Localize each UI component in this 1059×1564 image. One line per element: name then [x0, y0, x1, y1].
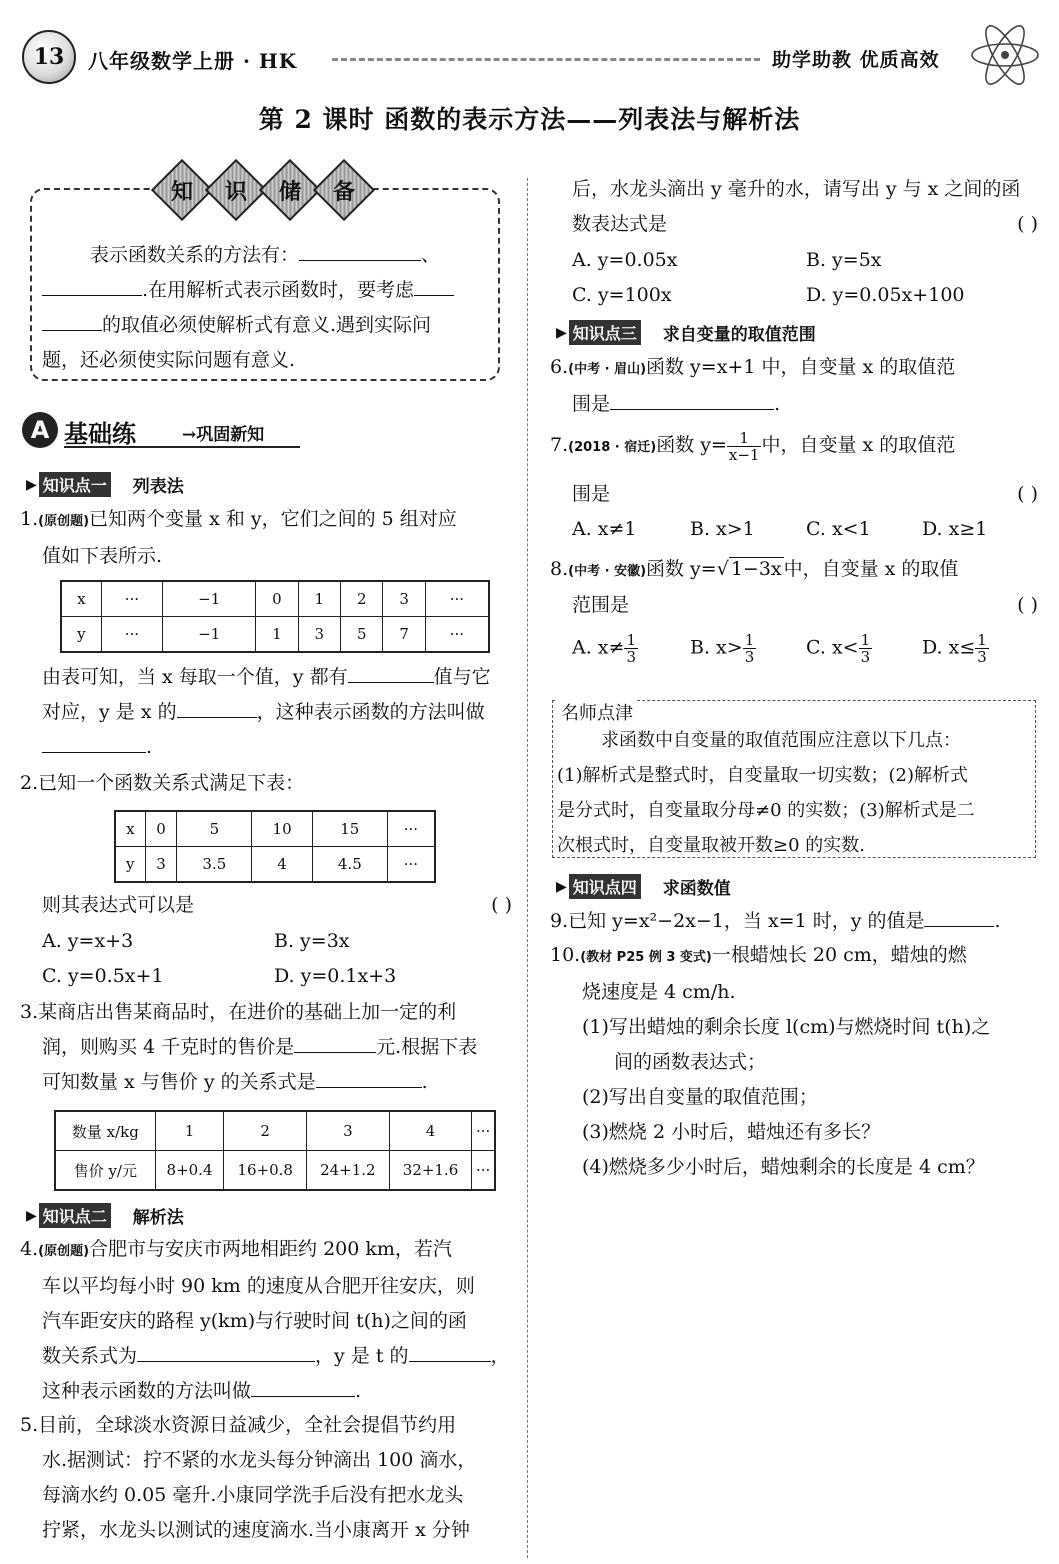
q5-option-a: A. y=0.05x — [572, 249, 678, 271]
q2-option-d: D. y=0.1x+3 — [274, 965, 397, 987]
knowledge-text: 表示函数关系的方法有： 、 .在用解析式表示函数时，要考虑 的取值必须使解析式有意义.遇到实际问 题，还必须使实际问题有意义. — [42, 238, 492, 378]
q2-option-b: B. y=3x — [274, 930, 350, 952]
question-2-ask: 则其表达式可以是 ( ) — [42, 894, 512, 916]
question-4: 4.(原创题)合肥市与安庆市两地相距约 200 km，若汽 车以平均每小时 90 km 的速度从合肥开往安庆，则 汽车距安庆的路程 y(km)与行驶时间 t(h)之间的函 数关系式为 ，y 是 t 的 ， 这种表示函数的方法叫做 . — [20, 1238, 510, 1402]
question-7: 7.(2018 · 宿迁)函数 y= $\frac{1}{x-1}$ 中，自变量 x 的取值范 — [550, 428, 956, 464]
q5-option-d: D. y=0.05x+100 — [806, 284, 965, 306]
question-5: 5.目前，全球淡水资源日益减少，全社会提倡节约用 水.据测试：拧不紧的水龙头每分钟滴出 100 滴水， 每滴水约 0.05 毫升.小康同学洗手后没有把水龙头 拧紧，水龙头以测试的速度滴水.当小康离开 x 分钟 — [20, 1414, 477, 1541]
q3-table: 数量 x/kg 1 2 3 4 ··· 售价 y/元 8+0.4 16+0.8 24+1.2 32+1.6 ··· — [54, 1110, 496, 1191]
question-9: 9.已知 y=x²−2x−1，当 x=1 时，y 的值是 . — [550, 904, 1001, 939]
q2-option-c: C. y=0.5x+1 — [42, 965, 164, 987]
q2-option-a: A. y=x+3 — [42, 930, 134, 952]
knowledge-point-2: ▶ 知识点二 解析法 — [26, 1203, 184, 1228]
q1-table: x ··· −1 0 1 2 3 ··· y ··· −1 1 3 5 7 ··· — [60, 580, 490, 653]
knowledge-point-4: ▶ 知识点四 求函数值 — [556, 874, 731, 899]
q2-table: x 0 5 10 15 ··· y 3 3.5 4 4.5 ··· — [114, 810, 436, 883]
question-1: 1.(原创题)已知两个变量 x 和 y，它们之间的 5 组对应 值如下表所示. — [20, 508, 457, 567]
teacher-tip-title: 名师点津 — [557, 699, 637, 725]
badge-char: 识 — [224, 178, 247, 205]
knowledge-point-3: ▶ 知识点三 求自变量的取值范围 — [556, 320, 816, 345]
q7-option-d: D. x≥1 — [922, 518, 988, 540]
q8-option-a: A. x≠ $\frac{1}{3}$ — [572, 631, 636, 666]
question-8: 8.(中考 · 安徽)函数 y=√ 1−3x 中，自变量 x 的取值 — [550, 558, 959, 580]
question-3: 3.某商店出售某商品时，在进价的基础上加一定的利 润，则购买 4 千克时的售价是 元.根据下表 可知数量 x 与售价 y 的关系式是 . — [20, 1001, 478, 1093]
q8-option-d: D. x≤ $\frac{1}{3}$ — [922, 631, 987, 666]
question-6: 6.(中考 · 眉山)函数 y=x+1 中，自变量 x 的取值范 围是 . — [550, 356, 956, 415]
q8-option-c: C. x< $\frac{1}{3}$ — [806, 631, 871, 666]
q7-option-c: C. x<1 — [806, 518, 871, 540]
q5-option-b: B. y=5x — [806, 249, 882, 271]
question-10: 10.(教材 P25 例 3 变式)一根蜡烛长 20 cm，蜡烛的燃 烧速度是 4 cm/h. (1)写出蜡烛的剩余长度 l(cm)与燃烧时间 t(h)之 间的函数表达式； (2)写出自变量的取值范围； (3)燃烧 2 小时后，蜡烛还有多长？ (4)燃烧多少小时后，蜡烛剩余的长度是 4 cm？ — [550, 944, 991, 1178]
question-1-fill: 由表可知，当 x 每取一个值，y 都有 值与它 对应，y 是 x 的 ，这种表示函数的方法叫做 . — [42, 660, 512, 765]
question-5-cont: 后，水龙头滴出 y 毫升的水，请写出 y 与 x 之间的函 数表达式是 ( ) — [572, 178, 1038, 235]
page-number: 13 — [22, 30, 76, 84]
page-title: 第 2 课时 函数的表示方法——列表法与解析法 — [258, 105, 801, 134]
badge-char: 知 — [170, 178, 193, 205]
badge-char: 储 — [278, 178, 301, 205]
atom-icon — [968, 24, 1042, 86]
badge-char: 备 — [332, 178, 355, 205]
q7-option-a: A. x≠1 — [572, 518, 637, 540]
q5-option-c: C. y=100x — [572, 284, 672, 306]
header-slogan: 助学助教 优质高效 — [772, 49, 940, 71]
question-8-ask: 范围是 ( ) — [572, 594, 1038, 616]
column-divider — [527, 178, 528, 1558]
book-title: 八年级数学上册 · HK — [88, 49, 298, 73]
q7-option-b: B. x>1 — [690, 518, 755, 540]
question-7-ask: 围是 ( ) — [572, 483, 1038, 505]
q8-option-b: B. x> $\frac{1}{3}$ — [690, 631, 755, 666]
question-2: 2.已知一个函数关系式满足下表： — [20, 772, 305, 794]
teacher-tip-box: 名师点津 求函数中自变量的取值范围应注意以下几点： (1)解析式是整式时，自变量取一切实数；(2)解析式 是分式时，自变量取分母≠0 的实数；(3)解析式是二 次根式时，自变量取被开数≥0 的实数. — [552, 700, 1036, 858]
header-divider — [332, 58, 760, 61]
knowledge-point-1: ▶ 知识点一 列表法 — [26, 472, 184, 497]
